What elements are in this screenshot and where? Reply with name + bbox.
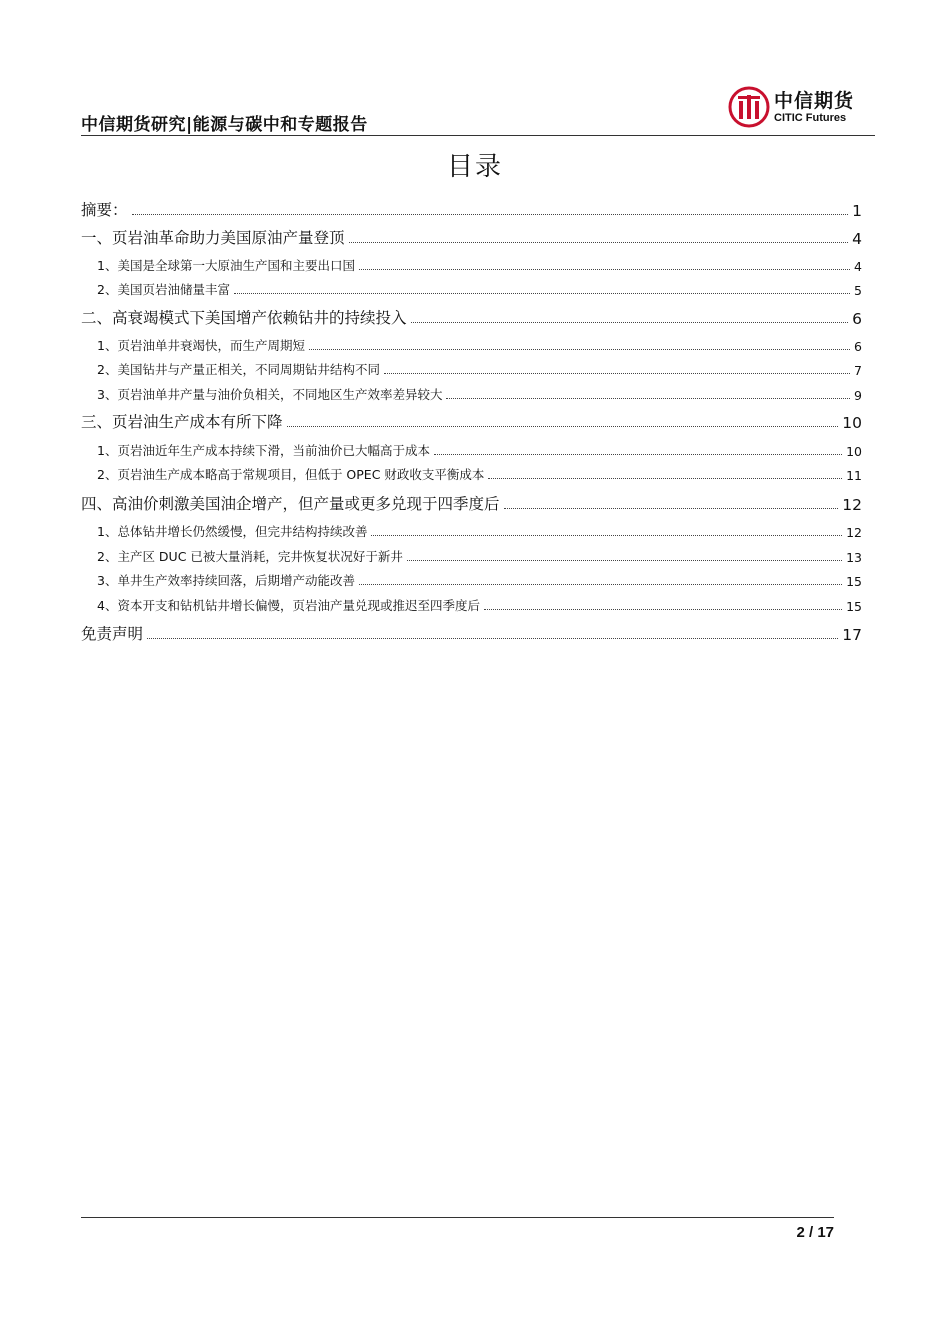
footer-divider [81, 1217, 834, 1218]
toc-leader-dots [132, 214, 849, 215]
toc-entry-page: 10 [842, 414, 862, 432]
toc-leader-dots [488, 478, 842, 479]
toc-title: 目录 [446, 152, 503, 182]
toc-entry-text: 3、页岩油单井产量与油价负相关，不同地区生产效率差异较大 [97, 387, 443, 402]
toc-leader-dots [359, 584, 842, 585]
toc-entry-page: 7 [854, 363, 862, 378]
toc-leader-dots [384, 373, 850, 374]
toc-leader-dots [411, 322, 849, 323]
toc-entry-page: 12 [842, 496, 862, 514]
toc-entry-section-3[interactable] [81, 406, 862, 432]
toc-entry-text: 一、页岩油革命助力美国原油产量登顶 [81, 229, 345, 247]
citic-logo-icon [728, 86, 770, 128]
toc-entry-page: 4 [854, 259, 862, 274]
toc-entry-page: 1 [852, 202, 862, 220]
toc-entry-page: 6 [852, 310, 862, 328]
toc-leader-dots [484, 609, 842, 610]
citic-futures-logo [728, 86, 868, 130]
toc-entry-section-1[interactable] [81, 222, 862, 248]
toc-entry-text: 三、页岩油生产成本有所下降 [81, 413, 283, 431]
toc-entry-section-3-1[interactable] [81, 437, 862, 459]
toc-leader-dots [434, 454, 842, 455]
toc-entry-page: 15 [846, 574, 862, 589]
toc-entry-page: 17 [842, 626, 862, 644]
report-header-title: 中信期货研究|能源与碳中和专题报告 [81, 115, 368, 135]
toc-leader-dots [147, 638, 838, 639]
toc-leader-dots [371, 535, 842, 536]
toc-leader-dots [234, 293, 850, 294]
toc-leader-dots [309, 349, 850, 350]
toc-entry-page: 11 [846, 468, 862, 483]
toc-entry-section-2-2[interactable] [81, 356, 862, 378]
toc-entry-text: 免责声明 [81, 625, 144, 643]
toc-entry-section-2[interactable] [81, 302, 862, 328]
toc-entry-section-4-3[interactable] [81, 567, 862, 589]
toc-entry-text: 1、页岩油单井衰竭快，而生产周期短 [97, 338, 305, 353]
toc-entry-text: 1、页岩油近年生产成本持续下滑，当前油价已大幅高于成本 [97, 443, 430, 458]
toc-entry-page: 12 [846, 525, 862, 540]
toc-entry-abstract[interactable] [81, 194, 862, 220]
toc-entry-page: 15 [846, 599, 862, 614]
toc-entry-text: 四、高油价刺激美国油企增产，但产量或更多兑现于四季度后 [81, 495, 500, 513]
page-number: 2 / 17 [796, 1224, 834, 1241]
toc-entry-text: 1、美国是全球第一大原油生产国和主要出口国 [97, 258, 355, 273]
toc-entry-text: 4、资本开支和钻机钻井增长偏慢，页岩油产量兑现或推迟至四季度后 [97, 598, 480, 613]
toc-entry-page: 13 [846, 550, 862, 565]
toc-entry-section-4-2[interactable] [81, 543, 862, 565]
toc-entry-text: 二、高衰竭模式下美国增产依赖钻井的持续投入 [81, 309, 407, 327]
toc-entry-page: 4 [852, 230, 862, 248]
toc-leader-dots [349, 242, 849, 243]
header-divider [81, 135, 875, 136]
toc-entry-section-3-2[interactable] [81, 461, 862, 483]
toc-entry-text: 摘要： [81, 201, 128, 219]
toc-entry-section-4[interactable] [81, 488, 862, 514]
toc-leader-dots [359, 269, 850, 270]
toc-entry-text: 3、单井生产效率持续回落，后期增产动能改善 [97, 573, 355, 588]
toc-entry-page: 9 [854, 388, 862, 403]
toc-entry-section-4-1[interactable] [81, 518, 862, 540]
toc-leader-dots [407, 560, 842, 561]
toc-entry-text: 2、页岩油生产成本略高于常规项目，但低于 OPEC 财政收支平衡成本 [97, 467, 485, 482]
toc-entry-disclaimer[interactable] [81, 618, 862, 644]
toc-entry-page: 6 [854, 339, 862, 354]
toc-entry-text: 2、美国页岩油储量丰富 [97, 282, 230, 297]
toc-entry-page: 5 [854, 283, 862, 298]
toc-entry-section-2-3[interactable] [81, 381, 862, 403]
toc-leader-dots [287, 426, 839, 427]
toc-entry-text: 2、主产区 DUC 已被大量消耗，完井恢复状况好于新井 [97, 549, 403, 564]
logo-english-name: CITIC Futures [774, 112, 847, 124]
toc-entry-section-1-1[interactable] [81, 252, 862, 274]
toc-entry-section-1-2[interactable] [81, 276, 862, 298]
toc-entry-text: 1、总体钻井增长仍然缓慢，但完井结构持续改善 [97, 524, 368, 539]
toc-leader-dots [504, 508, 839, 509]
toc-entry-page: 10 [846, 444, 862, 459]
toc-entry-section-4-4[interactable] [81, 592, 862, 614]
logo-chinese-name: 中信期货 [774, 90, 855, 112]
toc-entry-text: 2、美国钻井与产量正相关，不同周期钻井结构不同 [97, 362, 380, 377]
toc-leader-dots [446, 398, 850, 399]
toc-entry-section-2-1[interactable] [81, 332, 862, 354]
